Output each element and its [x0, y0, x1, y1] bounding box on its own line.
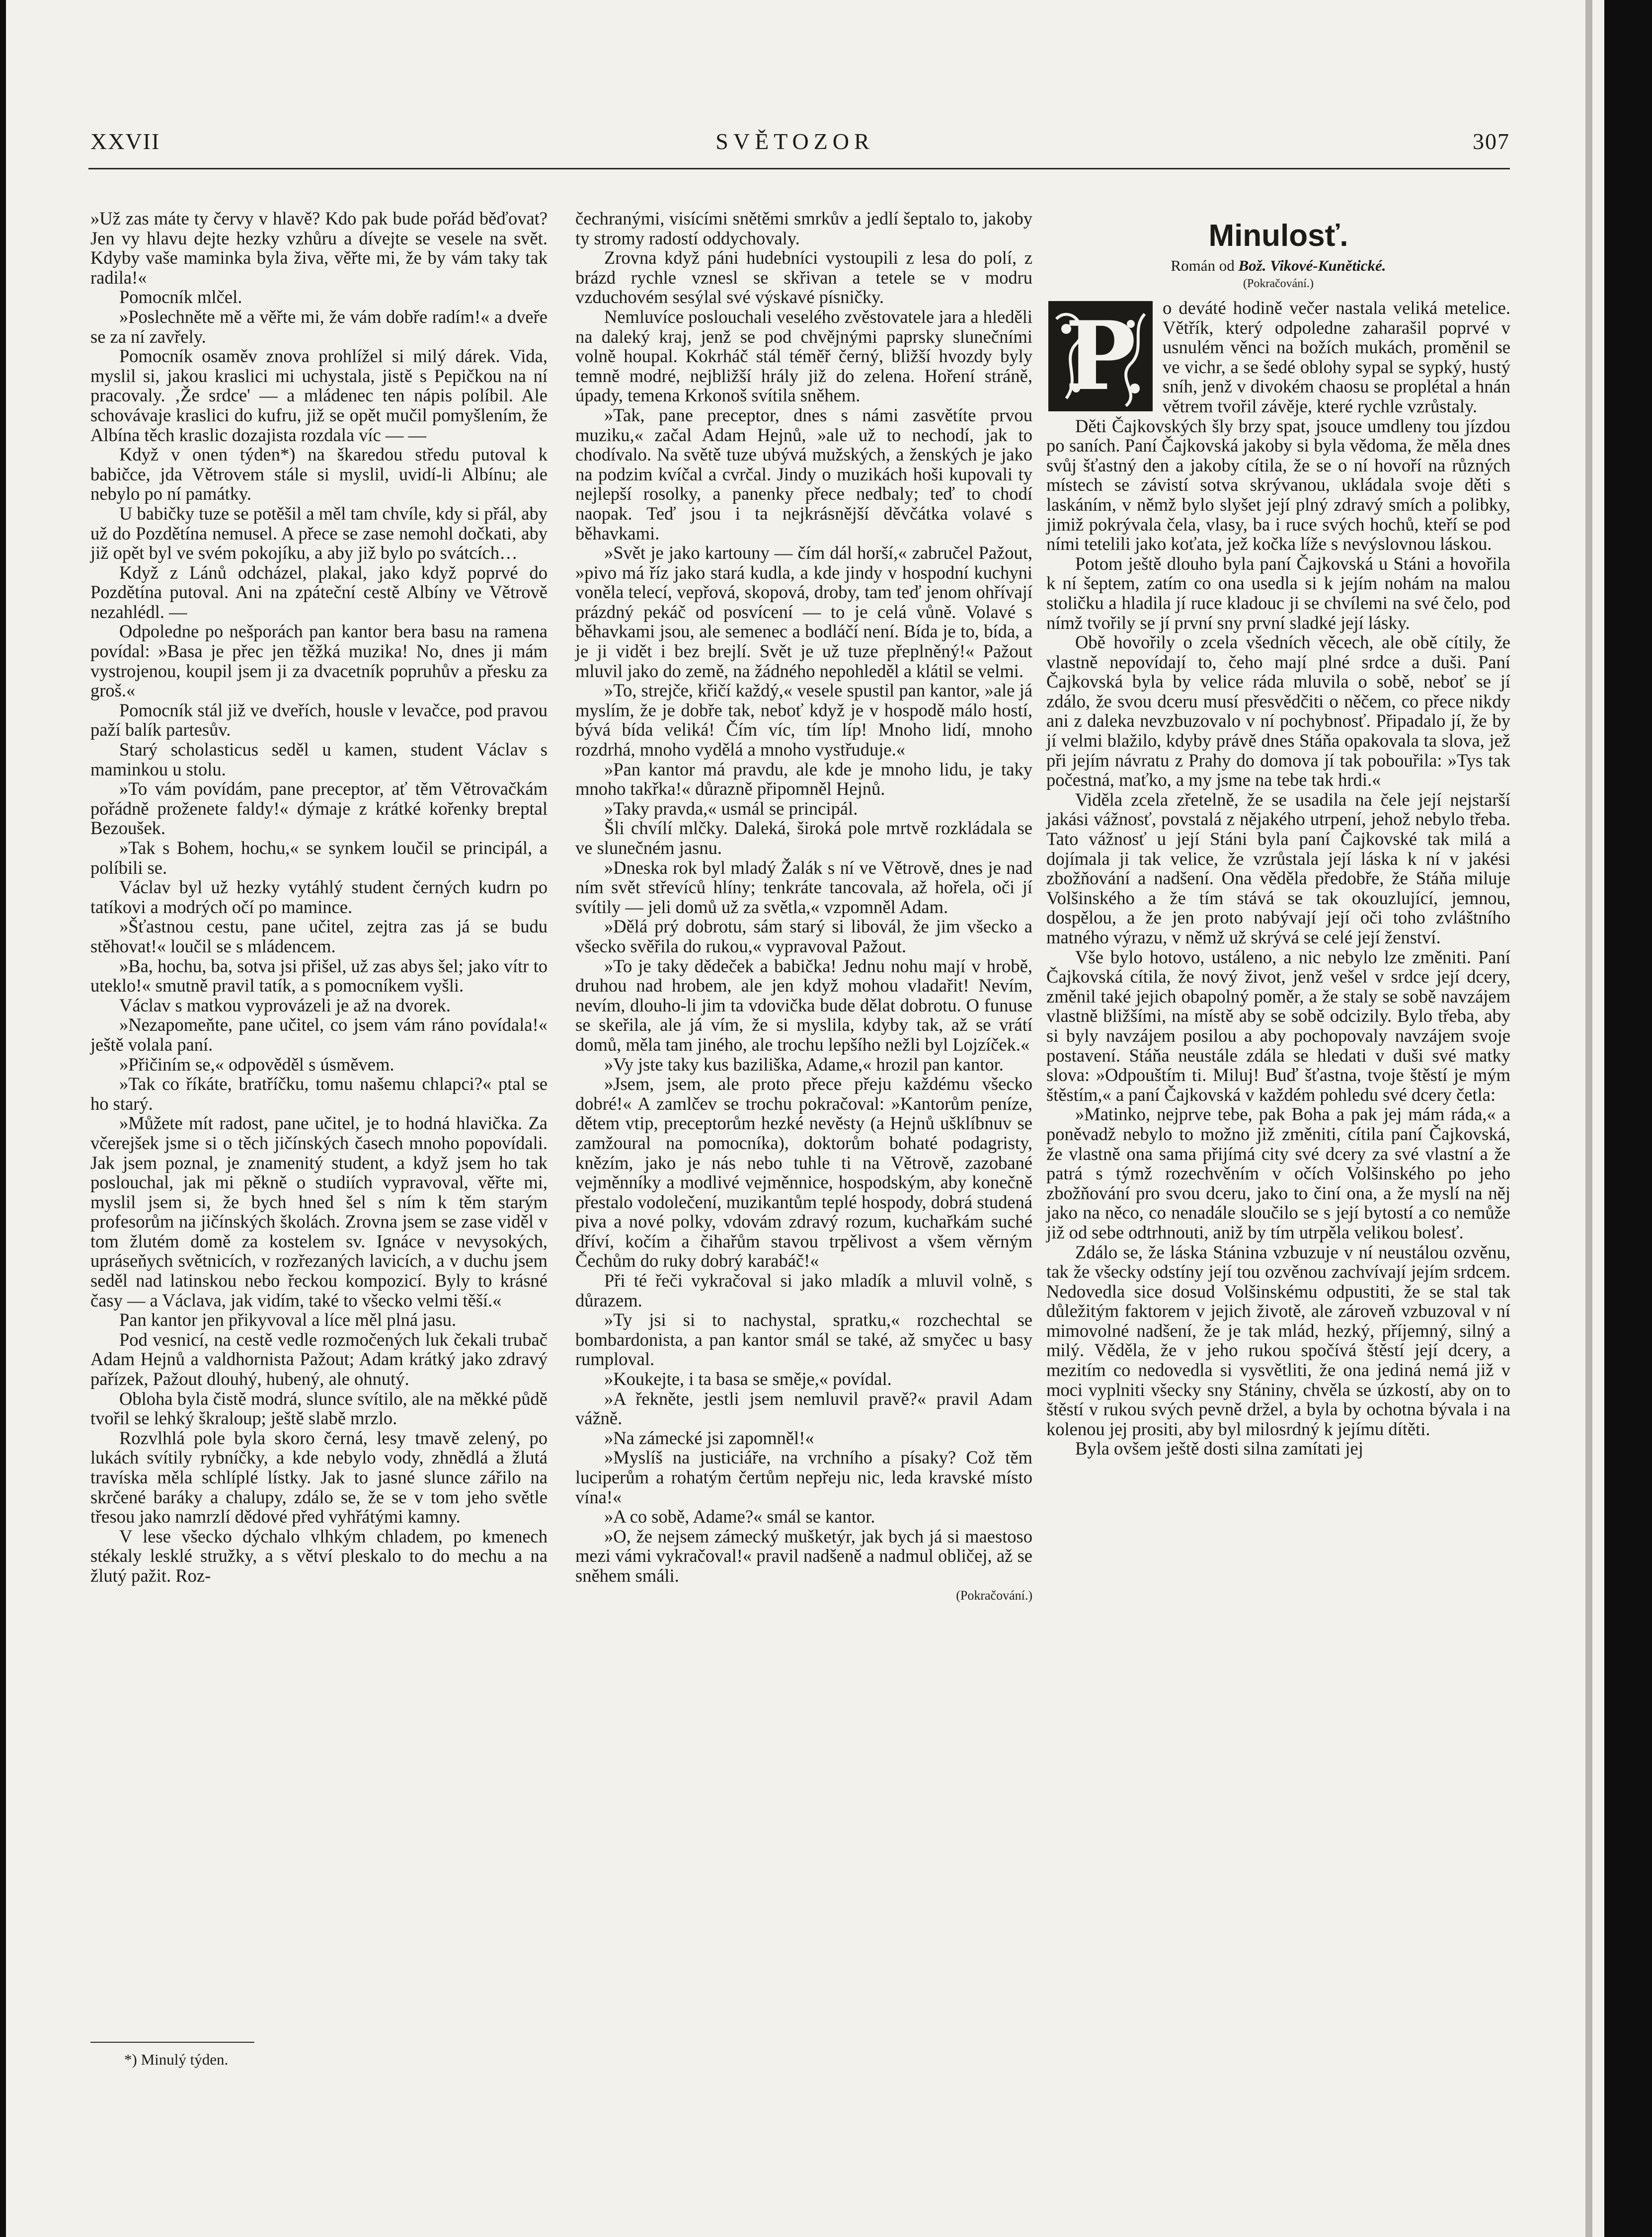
paragraph: »Ba, hochu, ba, sotva jsi přišel, už zas abys šel; jako vítr to uteklo!« smutně pravil tatík, a s pomocníkem vyšli. — [90, 955, 548, 996]
paragraph: »O, že nejsem zámecký mušketýr, jak bych já si maestoso mezi vámi vykračoval!« pravil nadšeně a nadmul obličej, až se sněhem smáli. — [575, 1526, 1032, 1586]
column-3 — [1046, 209, 1510, 2221]
paragraph: »Tak co říkáte, bratříčku, tomu našemu chlapci?« ptal se ho starý. — [90, 1074, 548, 1114]
paragraph: »To vám povídám, pane preceptor, ať těm Větrovačkám pořádně proženete faldy!« dýmaje z krátké kořenky breptal Bezoušek. — [90, 778, 548, 839]
header-rule — [88, 168, 1510, 169]
paragraph: Děti Čajkovských šly brzy spat, jsouce umdleny tou jízdou po saních. Paní Čajkovská jakoby si byla vědoma, že měla dnes svůj šťastný den a jakoby cítila, že se o ní hovoří na různých místech se závistí sotva skrývanou, ukládala svoje děti s laskáním, v němž bylo slyšet její plný zdravý smích a polibky, jimiž pokrývala čela, vlasy, ba i ruce svých hochů, kteří se pod ními tetelili jako koťata, jež kočka líže s nevýslovnou láskou. — [1046, 415, 1510, 554]
page-number: 307 — [1473, 129, 1510, 154]
paragraph: Když z Lánů odcházel, plakal, jako když poprvé do Pozdětína putoval. Ani na zpáteční cestě Albíny ve Větrově nezahlédl. — — [90, 562, 548, 622]
paragraph: Byla ovšem ještě dosti silna zamítati jej — [1075, 1438, 1363, 1459]
byline-author: Bož. Vikové-Kunětické. — [1238, 257, 1386, 274]
scan-edge-left — [0, 0, 6, 2237]
paragraph: »Na zámecké jsi zapomněl!« — [604, 1427, 814, 1448]
paragraph: »Pan kantor má pravdu, ale kde je mnoho lidu, je taky mnoho takřka!« důrazně připomněl Hejnů. — [575, 759, 1032, 799]
paragraph: »Ty jsi si to nachystal, spratku,« rozchechtal se bombardonista, a pan kantor smál se také, až smyčec u basy rumploval. — [575, 1310, 1032, 1370]
paragraph: »Myslíš na justiciáře, na vrchního a písaky? Což těm luciperům a rohatým čertům nepřeju nic, leda kravské místo vína!« — [575, 1447, 1032, 1507]
paragraph: »Můžete mít radost, pane učitel, je to hodná hlavička. Za včerejšek jsme si o těch jičínských časech mnoho popovídali. Jak jsem poznal, je znamenitý student, a když jsem ho tak poslouchal, jak mi pěkně o studiích vypravoval, věřte mi, myslil jsem si, že bych hned šel s ním k těm starým profesorům na jičínských školách. Zrovna jsem se zase viděl v tom žlutém domě za kostelem sv. Ignáce v nevysokých, upráseňych světnicích, v rozřezaných lavicích, a v duchu jsem seděl nad latinskou nebo řeckou kompozicí. Byly to krásné časy — a Václava, jak vidím, také to všecko velmi těší.« — [90, 1113, 548, 1311]
footnote-rule — [90, 2042, 254, 2043]
paragraph: »Matinko, nejprve tebe, pak Boha a pak jej mám ráda,« a poněvadž nebylo to možno již změniti, cítila paní Čajkovská, že vlastně ona sama přijímá city své dcery za své vlastní a že patrá s týmž rozechvěním v očích Volšinského po jeho zbožňování pro svou dceru, jako to činí ona, a že myslí na něj jako na něco, co nenadále sloučilo se s její bytostí a co nemůže již od sebe odtrhnouti, aniž by tím utrpěla velikou bolesť. — [1046, 1104, 1510, 1242]
paragraph: »Tak, pane preceptor, dnes s námi zasvětíte prvou muziku,« začal Adam Hejnů, »ale už to nechodí, jak to chodívalo. Na světě tuze ubývá mužských, a ženských je jako na podzim kvíčal a cvrčal. Jindy o muzikách hoši kupovali ty nejlepší rosolky, a panenky přece nedbaly; teď to chodí naopak. Teď jsou i ta nejkrásnější děvčátka volavé s běhavkami. — [575, 404, 1032, 543]
paragraph: Pan kantor jen přikyvoval a líce měl plná jasu. — [119, 1310, 457, 1330]
paragraph: »To je taky dědeček a babička! Jednu nohu mají v hrobě, druhou nad hrobem, ale jen když mohou vladařit! Nevím, nevím, dlouho-li jim ta vdovička bude dělat dobrotu. O funuse se skeřila, ale já vím, že si myslila, kdyby tak, až se vrátí domů, měla tam jiného, ale trochu lepšího nežli byl Lojzíček.« — [575, 955, 1032, 1055]
paragraph: Pomocník osaměv znova prohlížel si milý dárek. Vida, myslil si, jakou kraslici mi uchystala, jistě s Pepičkou na ní pracovaly. ‚Že srdce' — a mládenec ten nápis políbil. Ale schovávaje kraslici do kufru, již se opět mučil pomyšlením, že Albína těch kraslic dozajista rozdala víc — — — [90, 346, 548, 445]
paragraph: Obě hovořily o zcela všedních věcech, ale obě cítily, že vlastně nepovídají to, čeho mají plné srdce a duši. Paní Čajkovská byla by velice ráda mluvila o sobě, neboť se jí zdálo, že svou dceru musí přesvědčiti o něčem, co přece nikdy ani z daleka nevzbuzovalo v ní pochybnosť. Připadalo jí, že by jí velmi blažilo, kdyby právě dnes Stáňa opakovala ta slova, jež při jejím návratu z Prahy do domova jí tak pobouřila: »Tys tak počestná, maťko, a my jsme na tebe tak hrdi.« — [1046, 632, 1510, 790]
paragraph: Zrovna když páni hudebníci vystoupili z lesa do polí, z brázd rychle vznesl se skřivan a tetele se v modru vzduchovém sesýlal své výskavé písničky. — [575, 247, 1032, 308]
story-title: Minulosť. — [1208, 219, 1348, 253]
continued-note: (Pokračování.) — [956, 1588, 1032, 1603]
paragraph: »Koukejte, i ta basa se směje,« povídal. — [604, 1369, 892, 1389]
paragraph: »Dělá prý dobrotu, sám starý si libovál, že jim všecko a všecko svěřila do rukou,« vypravoval Pažout. — [575, 916, 1032, 956]
paragraph: Odpoledne po nešporách pan kantor bera basu na ramena povídal: »Basa je přec jen těžká muzika! No, dnes ji mám vystrojenou, koupil jsem ji za dvacetník popruhův a přesku za groš.« — [90, 621, 548, 701]
continued-label: (Pokračování.) — [1243, 277, 1314, 290]
paragraph: Pomocník mlčel. — [119, 287, 242, 308]
paragraph: Při té řeči vykračoval si jako mladík a mluvil volně, s důrazem. — [575, 1270, 1032, 1311]
volume-number: XXVII — [90, 129, 160, 154]
paragraph: Viděla zcela zřetelně, že se usadila na čele její nejstarší jakási vážnosť, povstalá z nějakého utrpení, jehož nebylo třeba. Tato vážnosť u její Stáni byla paní Čajkovské tak milá a dojímala ji tak velice, že vzrůstala její láska k ní v jakési zbožňování a nadšení. Ona věděla předobře, že Stáňa miluje Volšinského a že tím stává se tak okouzlující, jemnou, dospělou, a že jen proto nabývají její oči toho zvláštního matného výrazu, v němž už skrývá se celé její ženství. — [1046, 789, 1510, 947]
paragraph: Potom ještě dlouho byla paní Čajkovská u Stáni a hovořila k ní šeptem, zatím co ona usedla si k jejím nohám na malou stoličku a hladila jí ruce kladouc ji se chvílemi na své čelo, pod nímž tvořily se jí první sny první sladké její lásky. — [1046, 553, 1510, 633]
paragraph: Václav byl už hezky vytáhlý student černých kudrn po tatíkovi a modrých očí po mamince. — [90, 877, 548, 917]
paragraph: Václav s matkou vyprovázeli je až na dvorek. — [119, 995, 451, 1015]
footnote: *) Minulý týden. — [124, 2051, 229, 2068]
drop-cap — [1046, 299, 1155, 413]
paragraph: Zdálo se, že láska Stánina vzbuzuje v ní neustálou ozvěnu, tak že všecky odstíny její tou ozvěnou zachvívají jejím srdcem. Nedovedla sice dosud Volšinskému odpustiti, že se stal tak důležitým faktorem v jejich životě, ale zároveň vzbuzoval v ní mimovolné nadšení, že je tak mlád, hezký, příjemný, silný a milý. Věděla, že v jeho rukou spočívá štěstí její dcery, a mezitím co nedovedla si vysvětliti, že ona jediná nemá již v moci vyplniti všecky sny Stániny, chvěla se úzkostí, aby on to štěstí v rukou svých pevně držel, a byla by ochotna bývala i na kolenou jej prositi, aby byl milosrdný k jejímu dítěti. — [1046, 1241, 1510, 1439]
paragraph: »Tak s Bohem, hochu,« se synkem loučil se principál, a políbili se. — [90, 838, 548, 878]
paragraph: Pomocník stál již ve dveřích, housle v levačce, pod pravou paží balík partesův. — [90, 699, 548, 740]
column-2 — [575, 209, 1032, 2221]
scan-edge-right — [1604, 0, 1652, 2237]
paragraph: Obloha byla čistě modrá, slunce svítilo, ale na měkké půdě tvořil se lehký škraloup; ještě slabě mrzlo. — [90, 1388, 548, 1429]
journal-title: SVĚTOZOR — [715, 129, 874, 154]
paragraph: »Přičiním se,« odpověděl s úsměvem. — [119, 1054, 394, 1075]
paragraph: Rozvlhlá pole byla skoro černá, lesy tmavě zelený, po lukách svítily rybníčky, a kde nebylo vody, zhnědlá a žlutá travíska měla schlíplé lístky. Jak to jasné slunce zářilo na skrčené baráky a chalupy, zdálo se, že se v tom jeho světle třesou jako namrzlí dědové před vyhřátými kamny. — [90, 1427, 548, 1527]
paragraph: »Už zas máte ty červy v hlavě? Kdo pak bude pořád běďovat? Jen vy hlavu dejte hezky vzhůru a dívejte se vesele na svět. Kdyby vaše maminka byla živa, věřte mi, že by vám taky tak radila!« — [90, 208, 548, 288]
paragraph: Pod vesnicí, na cestě vedle rozmočených luk čekali trubač Adam Hejnů a valdhornista Pažout; Adam krátký jako zdravý pařízek, Pažout dlouhý, hubený, ale ohnutý. — [90, 1329, 548, 1389]
paragraph: čechranými, visícími snětěmi smrkův a jedlí šeptalo to, jakoby ty stromy radostí oddychovaly. — [575, 208, 1032, 248]
paragraph: »Dneska rok byl mladý Žalák s ní ve Větrově, dnes je nad ním svět střevíců hlíny; tenkráte tancovala, až hořela, oči jí svítily — jeli domů už za světla,« vzpomněl Adam. — [575, 857, 1032, 917]
paragraph: »A co sobě, Adame?« smál se kantor. — [604, 1506, 875, 1527]
paragraph: »Poslechněte mě a věřte mi, že vám dobře radím!« a dveře se za ní zavřely. — [90, 306, 548, 347]
paragraph: o deváté hodině večer nastala veliká metelice. Větřík, který odpoledne zaharašil poprvé v usnulém věnci na božích mukách, proměnil se ve vichr, a se šedé oblohy sypal se sypký, hustý sníh, jenž v divokém chaosu se proplétal a hnán větrem tvořil závěje, které rychle vzrůstaly. — [1163, 298, 1510, 416]
paragraph: U babičky tuze se potěšil a měl tam chvíle, kdy si přál, aby už do Pozdětína nemusel. A přece se zase nemohl dočkati, aby již opět byl ve svém pokojíku, a aby již bylo po svátcích… — [90, 503, 548, 563]
column-1 — [90, 209, 548, 2062]
paragraph: »Taky pravda,« usmál se principál. — [604, 798, 858, 819]
paragraph: Šli chvílí mlčky. Daleká, široká pole mrtvě rozkládala se ve slunečném jasnu. — [575, 818, 1032, 858]
paragraph: »Svět je jako kartouny — čím dál horší,« zabručel Pažout, »pivo má říz jako stará kudla, a kde jindy v hospodní kuchyni voněla telecí, vepřová, skopová, droby, tam teď jenom ohřívají prázdný pekáč od posvícení — to je celá vůně. Volavé s běhavkami jsou, ale semenec a bodláčí není. Bída je to, bída, a je ji vidět i bez brejlí. Svět je už tuze přeplněný!« Pažout mluvil jako do země, na žádného nepohleděl a klátil se velmi. — [575, 542, 1032, 681]
paragraph: Když v onen týden*) na škaredou středu putoval k babičce, jda Větrovem stále si myslil, uvidí-li Albínu; ale nebylo po ní památky. — [90, 444, 548, 504]
paragraph: »To, strejče, křičí každý,« vesele spustil pan kantor, »ale já myslím, že je dobře tak, neboť když je v hospodě málo hostí, bývá bída veliká! Čím víc, tím líp! Mnoho lidí, mnoho rozdrhá, mnoho vydělá a mnoho vystřuduje.« — [575, 680, 1032, 760]
byline — [1046, 256, 1510, 275]
paragraph: »A řekněte, jestli jsem nemluvil pravě?« pravil Adam vážně. — [575, 1388, 1032, 1429]
paragraph: »Nezapomeňte, pane učitel, co jsem vám ráno povídala!« ještě volala paní. — [90, 1014, 548, 1055]
paragraph: »Šťastnou cestu, pane učitel, zejtra zas já se budu stěhovat!« loučil se s mládencem. — [90, 916, 548, 956]
paragraph: Starý scholasticus seděl u kamen, student Václav s maminkou u stolu. — [90, 739, 548, 779]
paragraph: Vše bylo hotovo, ustáleno, a nic nebylo lze změniti. Paní Čajkovská cítila, že nový život, jenž vešel v srdce její dcery, změnil také jejich obapolný poměr, a že staly se sobě navzájem vlastně bližšími, na místě aby se sobě odcizily. Bylo třeba, aby si byly navzájem posilou a aby pochopovaly navzájem svoje postavení. Stáňa neustále zdála se hledati v duši své matky slova: »Odpouštím ti. Miluj! Buď šťastna, tvoje štěstí je mým štěstím,« a paní Čajkovská v každém pohledu své dcery četla: — [1046, 946, 1510, 1105]
paragraph: V lese všecko dýchalo vlhkým chladem, po kmenech stékaly lesklé stružky, a s větví pleskalo to do mechu a na žlutý pažit. Roz- — [90, 1526, 548, 1586]
paragraph: »Vy jste taky kus baziliška, Adame,« hrozil pan kantor. — [604, 1054, 1004, 1075]
scan-edge-line — [1585, 0, 1592, 2237]
paragraph: Nemluvíce poslouchali veselého zvěstovatele jara a hleděli na daleký kraj, jenž se pod chvějnými paprsky slunečními volně houpal. Kokrháč stál téměř černý, bližší hvozdy byly temně modré, nejbližší hrály již do zelena. Hoření stráně, úpady, temena Krkonoš svítila sněhem. — [575, 306, 1032, 406]
paragraph: »Jsem, jsem, ale proto přece přeju každému všecko dobré!« A zamlčev se trochu pokračoval: »Kantorům peníze, dětem vtip, preceptorům hezké nevěsty (a Hejnů ušklíbnuv se zamžoural na pomocníka), doktorům bohaté podagristy, knězím, jako je nás nebo tuhle ti na Větrově, zazobané vejměnníky a modlivé vejměnnice, hospodským, aby konečně přestalo vodolečení, muzikantům teplé hospody, dobrá studená piva a nové polky, vdovám zdravý rozum, kuchařkám suché dříví, kočím a čihařům stavou trpělivost a všem věrným Čechům do ruky dobrý karabáč!« — [575, 1074, 1032, 1271]
drop-cap-letter: P — [1065, 301, 1136, 411]
byline-prefix: Román od — [1171, 257, 1235, 274]
